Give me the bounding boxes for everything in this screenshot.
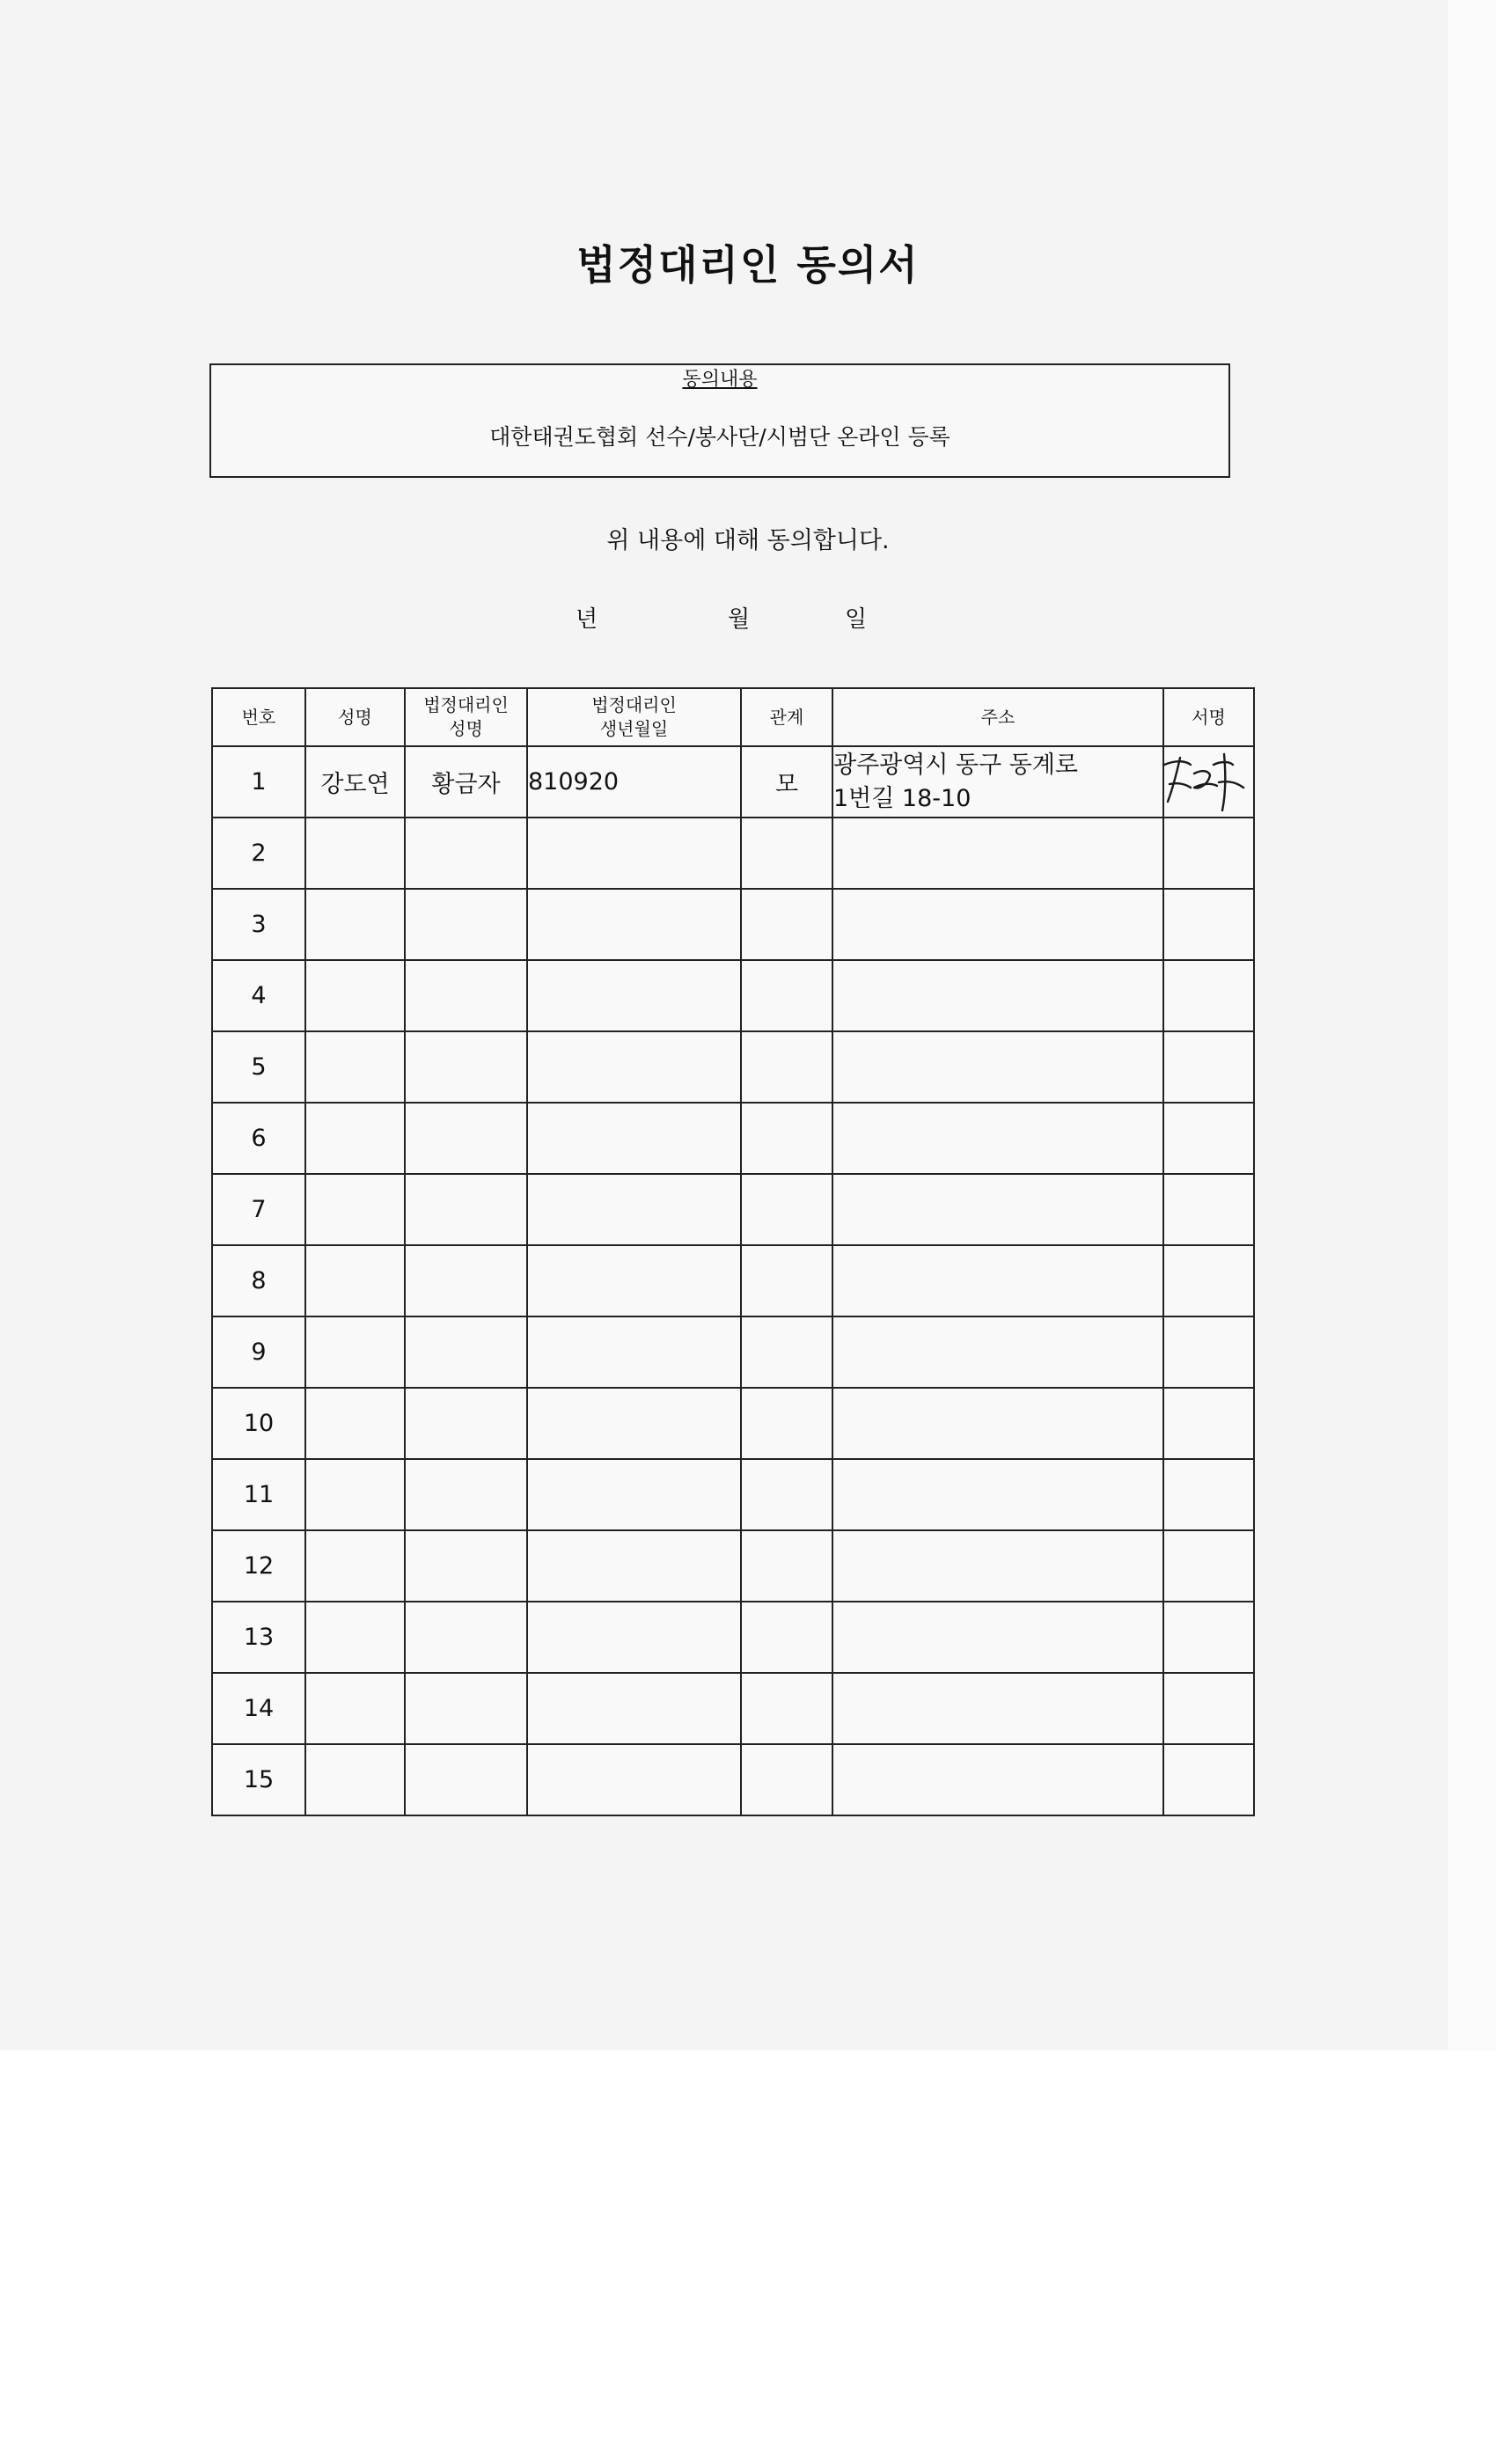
cell-name [305,960,405,1031]
cell-relation [741,1031,832,1103]
cell-relation: 모 [741,746,832,818]
consent-heading [211,365,1228,395]
cell-name [305,889,405,960]
cell-address [832,1459,1163,1530]
cell-name [305,1388,405,1459]
cell-relation [741,1459,832,1530]
cell-signature [1163,1602,1254,1673]
cell-number: 4 [212,960,305,1031]
cell-guardian-birth [527,1316,741,1388]
table-row [212,1174,1254,1245]
table-row [212,1031,1254,1103]
table-row [212,818,1254,889]
cell-name [305,1744,405,1815]
cell-name [305,1103,405,1174]
cell-relation [741,1673,832,1744]
cell-address [832,1031,1163,1103]
cell-relation [741,1103,832,1174]
cell-address: 광주광역시 동구 동계로 1번길 18-10 [832,746,1163,818]
header-guardian-birth: 법정대리인 생년월일 [527,688,741,746]
cell-number: 6 [212,1103,305,1174]
cell-guardian-birth: 810920 [527,746,741,818]
cell-guardian-name [405,1530,527,1602]
cell-address [832,818,1163,889]
cell-guardian-name [405,1673,527,1744]
cell-guardian-birth [527,1602,741,1673]
cell-relation [741,1530,832,1602]
cell-number: 15 [212,1744,305,1815]
cell-name [305,1459,405,1530]
cell-relation [741,1744,832,1815]
cell-signature [1163,746,1254,818]
cell-relation [741,1316,832,1388]
cell-relation [741,818,832,889]
cell-signature [1163,1388,1254,1459]
cell-address [832,889,1163,960]
header-relation: 관계 [741,688,832,746]
cell-guardian-birth [527,889,741,960]
cell-address [832,1316,1163,1388]
cell-guardian-name [405,960,527,1031]
handwritten-signature [1155,738,1252,818]
cell-signature [1163,1174,1254,1245]
table-row [212,960,1254,1031]
cell-number: 2 [212,818,305,889]
cell-signature [1163,960,1254,1031]
cell-name [305,1316,405,1388]
cell-guardian-birth [527,1530,741,1602]
cell-guardian-name [405,889,527,960]
table-row [212,1388,1254,1459]
cell-signature [1163,818,1254,889]
cell-relation [741,1174,832,1245]
cell-name [305,1602,405,1673]
cell-guardian-name: 황금자 [405,746,527,818]
cell-guardian-birth [527,1174,741,1245]
cell-address [832,960,1163,1031]
cell-relation [741,960,832,1031]
cell-guardian-name [405,1459,527,1530]
cell-guardian-name [405,1031,527,1103]
cell-number: 7 [212,1174,305,1245]
cell-number: 13 [212,1602,305,1673]
cell-relation [741,889,832,960]
cell-number: 3 [212,889,305,960]
date-day-label: 일 [845,606,868,633]
cell-signature [1163,1673,1254,1744]
cell-guardian-birth [527,1673,741,1744]
cell-number: 11 [212,1459,305,1530]
table-row [212,1602,1254,1673]
table-row [212,1103,1254,1174]
cell-number: 9 [212,1316,305,1388]
agreement-statement: 위 내용에 대해 동의합니다. [606,527,890,554]
cell-guardian-birth [527,1744,741,1815]
cell-guardian-name [405,1103,527,1174]
document-title: 법정대리인 동의서 [576,241,920,289]
date-month-label: 월 [728,606,751,633]
cell-guardian-birth [527,960,741,1031]
cell-guardian-name [405,1388,527,1459]
cell-guardian-name [405,1602,527,1673]
table-row [212,1530,1254,1602]
cell-number: 8 [212,1245,305,1316]
cell-guardian-birth [527,1245,741,1316]
scan-edge-strip [1448,0,1496,2050]
cell-number: 14 [212,1673,305,1744]
cell-address [832,1530,1163,1602]
table-row [212,889,1254,960]
cell-signature [1163,1744,1254,1815]
guardian-consent-table [211,687,1255,1816]
consent-heading-label: 동의내용 [682,369,758,391]
cell-address [832,1245,1163,1316]
cell-guardian-name [405,1744,527,1815]
cell-number: 10 [212,1388,305,1459]
cell-address [832,1103,1163,1174]
cell-name [305,1031,405,1103]
cell-signature [1163,1316,1254,1388]
table-row [212,1316,1254,1388]
cell-signature [1163,1031,1254,1103]
cell-address [832,1744,1163,1815]
cell-signature [1163,889,1254,960]
cell-guardian-birth [527,1388,741,1459]
header-name: 성명 [305,688,405,746]
table-row [212,1673,1254,1744]
cell-signature [1163,1245,1254,1316]
cell-name [305,1245,405,1316]
consent-description: 대한태권도협회 선수/봉사단/시범단 온라인 등록 [489,424,950,450]
cell-relation [741,1245,832,1316]
cell-guardian-name [405,1245,527,1316]
cell-name [305,1673,405,1744]
header-guardian-name: 법정대리인 성명 [405,688,527,746]
cell-number: 12 [212,1530,305,1602]
table-row [212,746,1254,818]
header-no: 번호 [212,688,305,746]
cell-signature [1163,1459,1254,1530]
cell-name [305,1174,405,1245]
date-year-label: 년 [576,606,598,633]
cell-relation [741,1602,832,1673]
cell-signature [1163,1103,1254,1174]
cell-guardian-name [405,1174,527,1245]
cell-guardian-name [405,1316,527,1388]
cell-guardian-birth [527,1031,741,1103]
cell-name [305,1530,405,1602]
cell-guardian-birth [527,1103,741,1174]
header-signature: 서명 [1163,688,1254,746]
cell-guardian-birth [527,818,741,889]
cell-signature [1163,1530,1254,1602]
cell-relation [741,1388,832,1459]
cell-name [305,818,405,889]
table-row [212,1459,1254,1530]
cell-address [832,1174,1163,1245]
table-row [212,1744,1254,1815]
cell-number: 1 [212,746,305,818]
header-address: 주소 [832,688,1163,746]
consent-content-box [209,363,1230,478]
cell-name: 강도연 [305,746,405,818]
cell-address [832,1388,1163,1459]
table-header-row [212,688,1254,746]
cell-guardian-birth [527,1459,741,1530]
cell-address [832,1602,1163,1673]
cell-address [832,1673,1163,1744]
table-row [212,1245,1254,1316]
cell-guardian-name [405,818,527,889]
cell-number: 5 [212,1031,305,1103]
